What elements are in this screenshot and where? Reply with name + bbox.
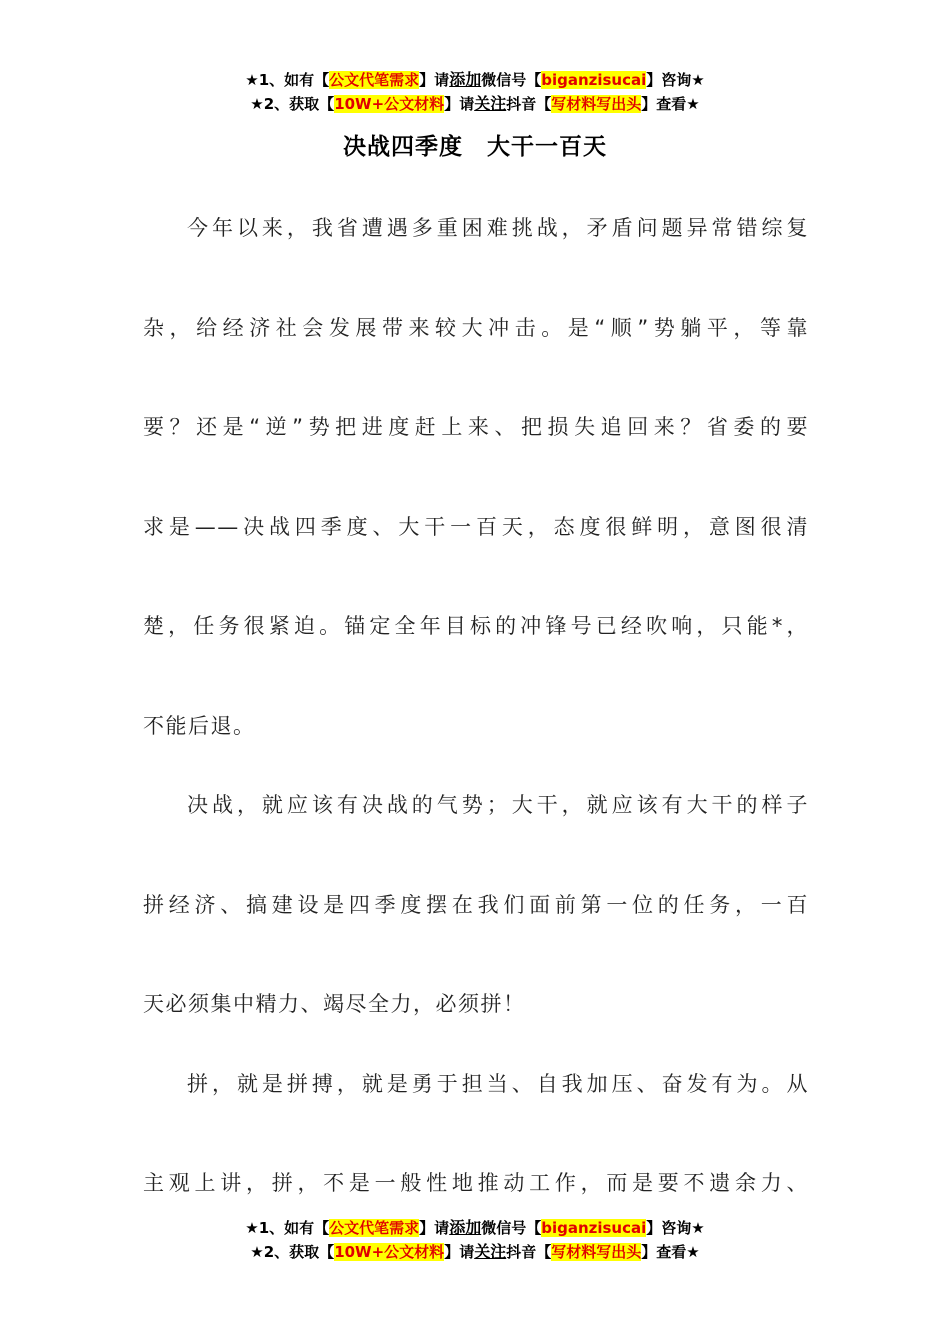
banner-underlined: 关注 — [474, 94, 507, 113]
banner-text: ★1、如有【 — [245, 1219, 330, 1237]
banner-text: 抖音【 — [506, 1243, 552, 1261]
banner-text: 】咨询★ — [646, 1219, 705, 1237]
banner-text: 】请 — [419, 71, 450, 89]
banner-highlight: 公文代笔需求 — [329, 71, 420, 89]
banner-text: 微信号【 — [481, 71, 542, 89]
banner-text: ★2、获取【 — [250, 95, 335, 113]
banner-highlight: 10W+公文材料 — [334, 1243, 445, 1261]
paragraph-1-line: 今年以来，我省遭遇多重困难挑战，矛盾问题异常错综复 — [187, 216, 809, 240]
paragraph-1-line: 不能后退。 — [143, 714, 256, 738]
wechat-id: biganzisucai — [541, 1219, 647, 1237]
footer-banner — [0, 1216, 950, 1264]
banner-line-2 — [0, 92, 950, 116]
banner-text: ★1、如有【 — [245, 71, 330, 89]
banner-text: 】请 — [419, 1219, 450, 1237]
banner-underlined: 添加 — [449, 70, 482, 89]
banner-line-2 — [0, 1240, 950, 1264]
paragraph-2-line: 拼经济、搞建设是四季度摆在我们面前第一位的任务，一百 — [143, 893, 809, 917]
banner-text: 微信号【 — [481, 1219, 542, 1237]
banner-text: 】请 — [444, 1243, 475, 1261]
banner-text: 】查看★ — [641, 95, 700, 113]
paragraph-3-line: 主观上讲，拼，不是一般性地推动工作，而是要不遗余力、 — [143, 1171, 809, 1195]
banner-line-1 — [0, 1216, 950, 1240]
paragraph-2-line: 天必须集中精力、竭尽全力，必须拼！ — [143, 992, 526, 1016]
banner-text: 】请 — [444, 95, 475, 113]
banner-line-1 — [0, 68, 950, 92]
banner-underlined: 关注 — [474, 1242, 507, 1261]
douyin-account: 写材料写出头 — [551, 95, 642, 113]
banner-highlight: 公文代笔需求 — [329, 1219, 420, 1237]
banner-text: 抖音【 — [506, 95, 552, 113]
header-banner — [0, 68, 950, 116]
banner-text: ★2、获取【 — [250, 1243, 335, 1261]
paragraph-1-line: 求是——决战四季度、大干一百天，态度很鲜明，意图很清 — [143, 515, 809, 539]
paragraph-3-line: 拼，就是拼搏，就是勇于担当、自我加压、奋发有为。从 — [187, 1072, 809, 1096]
paragraph-1-line: 杂，给经济社会发展带来较大冲击。是“顺”势躺平，等靠 — [143, 316, 809, 340]
banner-highlight: 10W+公文材料 — [334, 95, 445, 113]
banner-text: 】咨询★ — [646, 71, 705, 89]
banner-text: 】查看★ — [641, 1243, 700, 1261]
page-title: 决战四季度 大干一百天 — [343, 134, 607, 160]
wechat-id: biganzisucai — [541, 71, 647, 89]
paragraph-2-line: 决战，就应该有决战的气势；大干，就应该有大干的样子 — [187, 793, 809, 817]
banner-underlined: 添加 — [449, 1218, 482, 1237]
paragraph-1-line: 要？还是“逆”势把进度赶上来、把损失追回来？省委的要 — [143, 415, 809, 439]
douyin-account: 写材料写出头 — [551, 1243, 642, 1261]
paragraph-1-line: 楚，任务很紧迫。锚定全年目标的冲锋号已经吹响，只能*， — [143, 614, 809, 638]
